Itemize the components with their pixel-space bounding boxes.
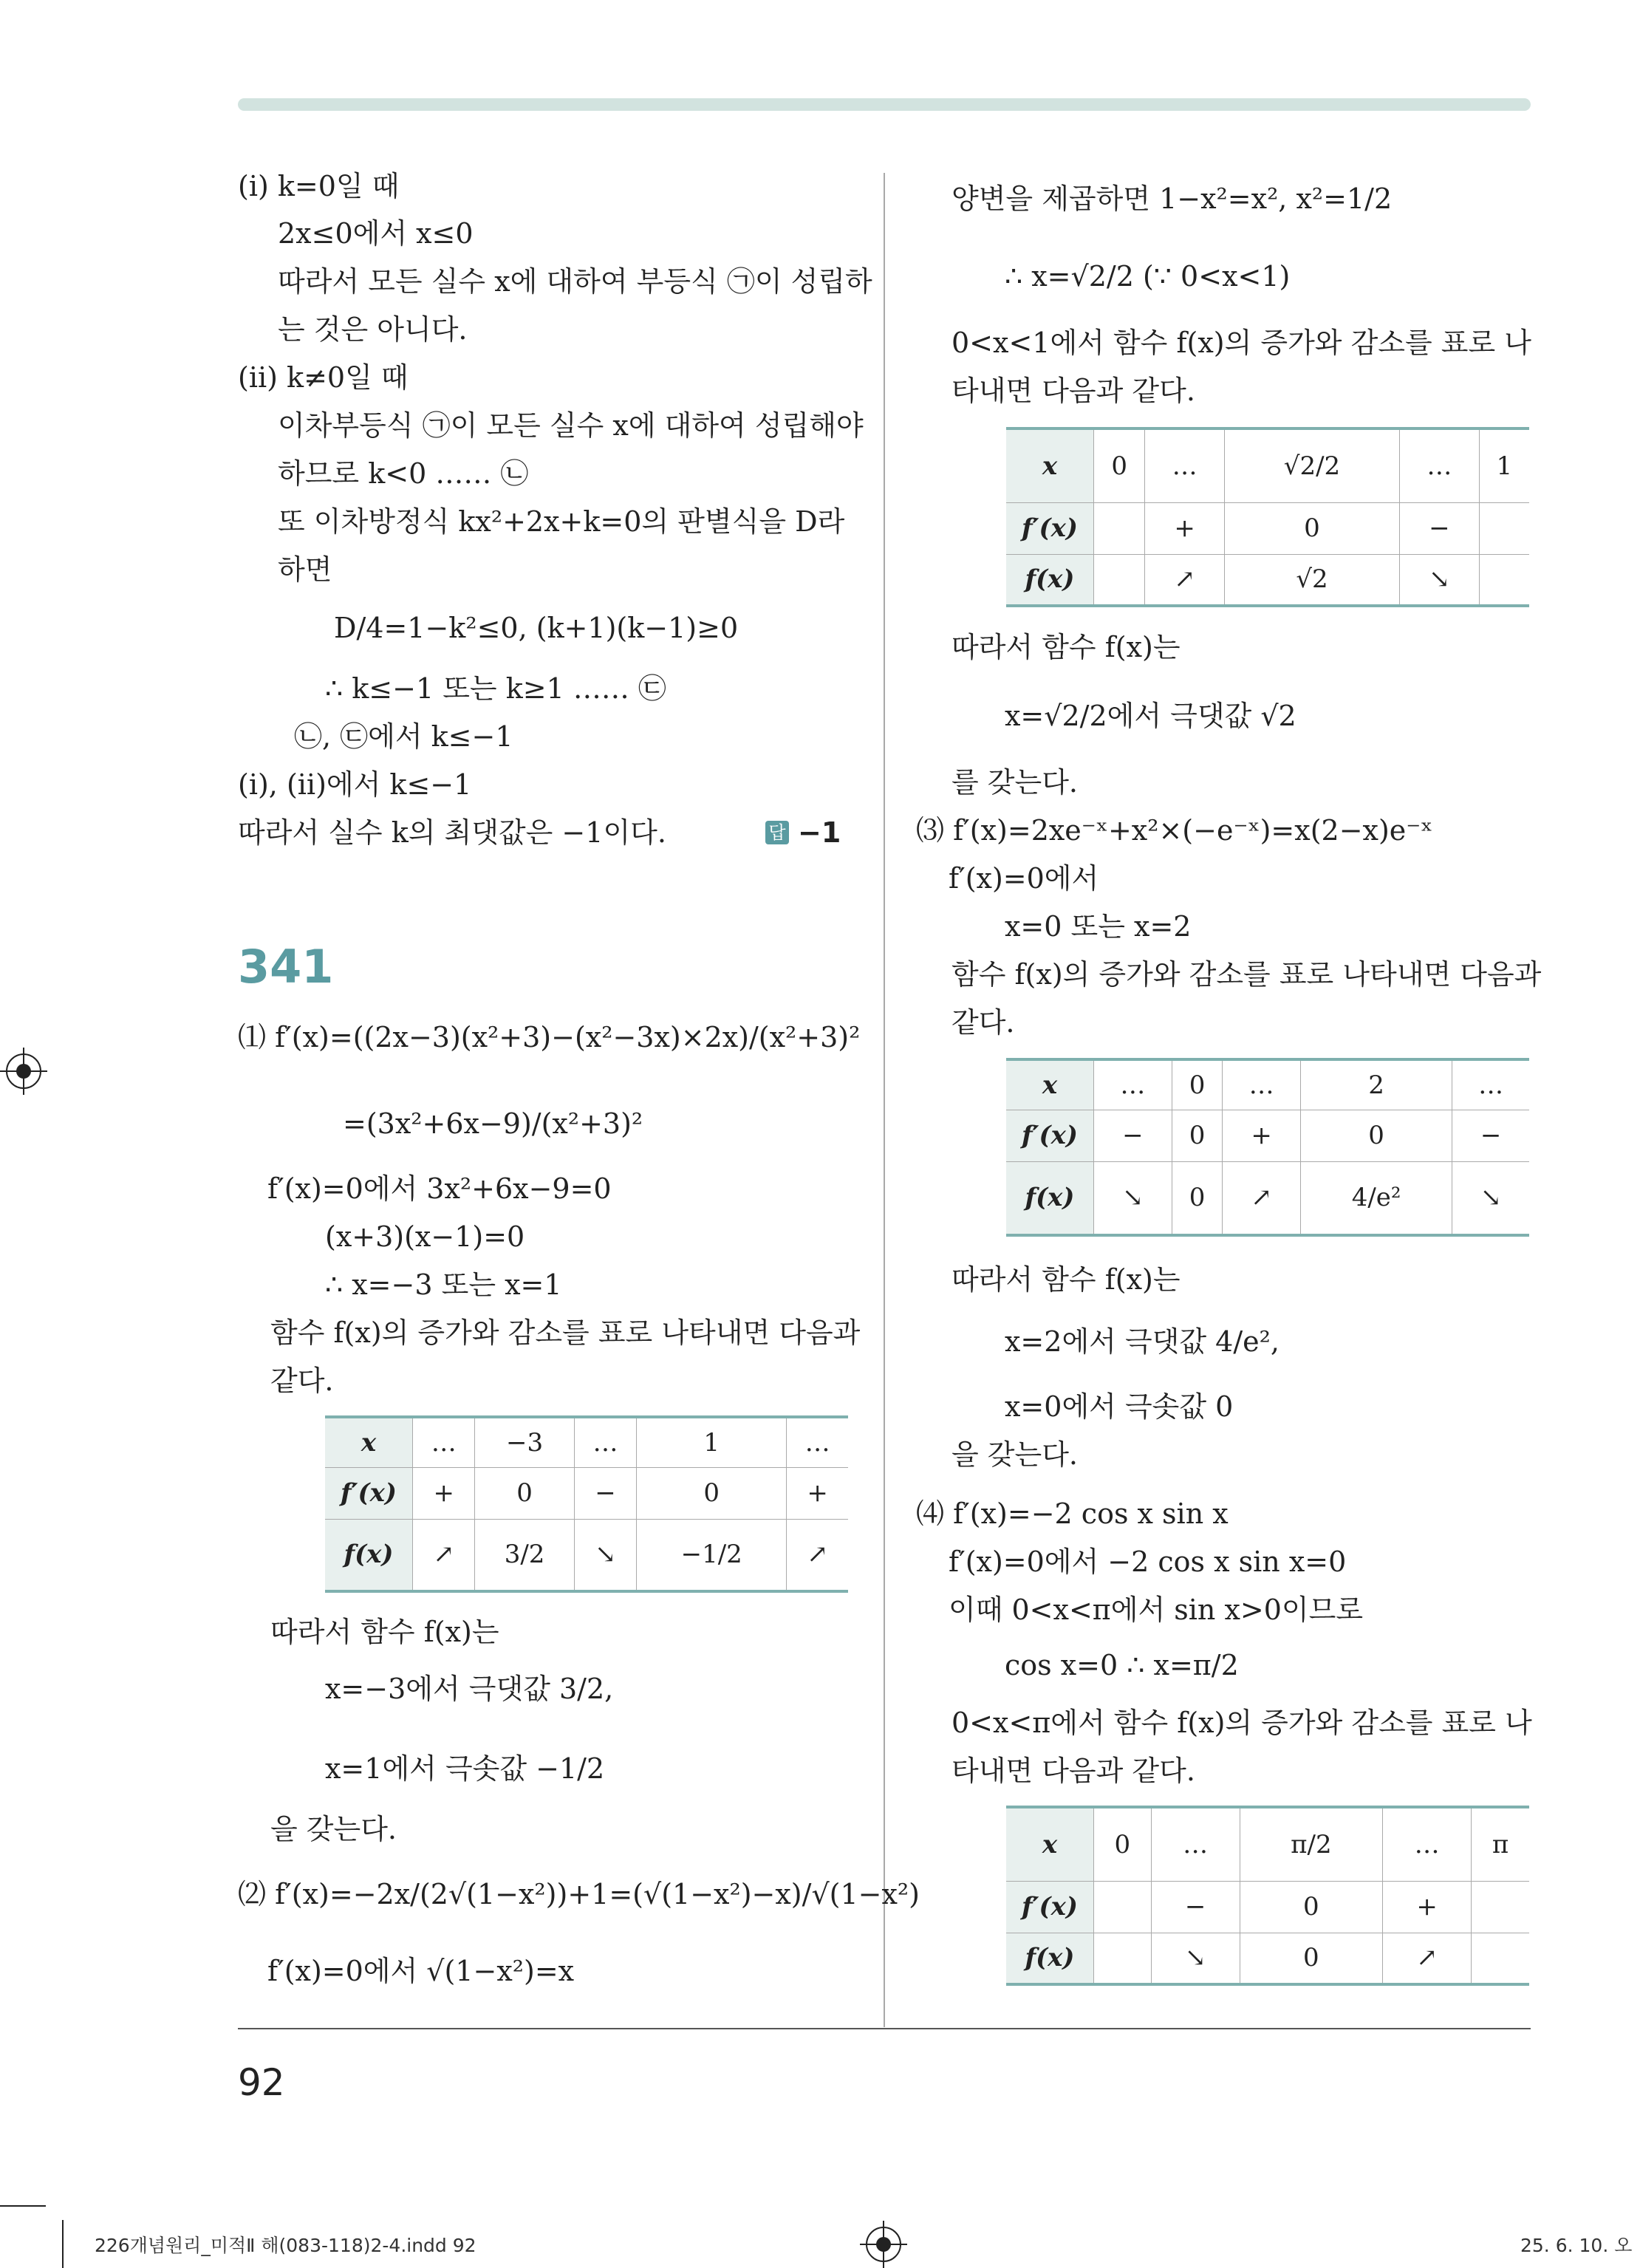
text-line: 따라서 함수 f(x)는 [270, 1616, 499, 1648]
text-line: x=0에서 극솟값 0 [1005, 1390, 1234, 1423]
text-line: (ⅰ), (ⅱ)에서 k≤−1 [238, 768, 472, 801]
table-cell: f(x) [325, 1519, 413, 1591]
text-line: ⑴ f′(x)=((2x−3)(x²+3)−(x²−3x)×2x)/(x²+3)² [238, 1021, 861, 1053]
table-cell: −1/2 [637, 1519, 787, 1591]
text-line: 을 갖는다. [270, 1813, 397, 1845]
slug-file: 226개념원리_미적Ⅱ 해(083-118)2-4.indd 92 [95, 2235, 476, 2256]
table-cell: ↗ [413, 1519, 475, 1591]
table-cell: − [1094, 1110, 1172, 1161]
text-line: 따라서 모든 실수 x에 대하여 부등식 ㉠이 성립하 [278, 265, 872, 298]
text-line: 0<x<1에서 함수 f(x)의 증가와 감소를 표로 나 [951, 327, 1531, 359]
table-cell: … [1223, 1059, 1301, 1110]
text-line: 하므로 k<0 …… ㉡ [278, 457, 529, 490]
variation-table-3 [1006, 1058, 1529, 1237]
table-cell: ↗ [1383, 1933, 1472, 1984]
table-cell: 4/e² [1301, 1161, 1452, 1235]
table-cell: f′(x) [1006, 1110, 1094, 1161]
table-cell: … [574, 1417, 636, 1467]
table-cell [1094, 1881, 1152, 1933]
text-line: 같다. [951, 1006, 1015, 1039]
table-cell: 0 [1094, 428, 1145, 502]
table-cell: 0 [475, 1467, 574, 1519]
slug-date: 25. 6. 10. 오 [1520, 2235, 1633, 2256]
text-line: f′(x)=0에서 −2 cos x sin x=0 [949, 1545, 1347, 1578]
table-cell: − [574, 1467, 636, 1519]
table-cell: √2 [1224, 554, 1399, 606]
text-line: 따라서 함수 f(x)는 [951, 631, 1181, 663]
text-line: 양변을 제곱하면 1−x²=x², x²=1/2 [951, 182, 1393, 215]
table-cell: x [1006, 428, 1094, 502]
text-line: x=2에서 극댓값 4/e², [1005, 1325, 1279, 1358]
table-cell [1479, 554, 1529, 606]
table-cell: f(x) [1006, 1161, 1094, 1235]
text-line: 또 이차방정식 kx²+2x+k=0의 판별식을 D라 [278, 505, 845, 538]
text-line: =(3x²+6x−9)/(x²+3)² [343, 1107, 643, 1140]
text-line: 함수 f(x)의 증가와 감소를 표로 나타내면 다음과 [270, 1316, 861, 1349]
text-line: (x+3)(x−1)=0 [325, 1220, 525, 1253]
table-cell: 0 [1172, 1161, 1222, 1235]
table-cell: … [1383, 1807, 1472, 1881]
table-cell: x [1006, 1807, 1094, 1881]
text-line: ⑶ f′(x)=2xe⁻ˣ+x²×(−e⁻ˣ)=x(2−x)e⁻ˣ [916, 814, 1433, 847]
variation-table-4 [1006, 1806, 1529, 1986]
table-cell: ↗ [1145, 554, 1224, 606]
table-cell: … [1400, 428, 1479, 502]
table-cell: 0 [1240, 1881, 1383, 1933]
table-cell: … [787, 1417, 848, 1467]
table-cell: ↘ [1151, 1933, 1240, 1984]
table-cell: 3/2 [475, 1519, 574, 1591]
table-cell: ↘ [1094, 1161, 1172, 1235]
table-cell: 0 [1224, 502, 1399, 554]
text-line: ⑵ f′(x)=−2x/(2√(1−x²))+1=(√(1−x²)−x)/√(1−x²) [238, 1878, 920, 1910]
variation-table-1 [325, 1415, 848, 1593]
table-cell [1472, 1933, 1529, 1984]
text-line: 타내면 다음과 같다. [951, 1755, 1195, 1787]
footer-rule [238, 2028, 1531, 2029]
problem-number: 341 [238, 940, 334, 994]
answer [765, 816, 841, 849]
text-line: 따라서 함수 f(x)는 [951, 1263, 1181, 1296]
text-line: 을 갖는다. [951, 1438, 1078, 1471]
text-line: ⑷ f′(x)=−2 cos x sin x [916, 1497, 1229, 1530]
table-cell: x [325, 1417, 413, 1467]
table-cell: … [1145, 428, 1224, 502]
text-line: 함수 f(x)의 증가와 감소를 표로 나타내면 다음과 [951, 958, 1542, 991]
text-line: x=0 또는 x=2 [1005, 910, 1192, 943]
text-line: cos x=0 ∴ x=π/2 [1005, 1649, 1239, 1681]
text-line: (ⅰ) k=0일 때 [238, 170, 400, 202]
table-cell [1479, 502, 1529, 554]
text-line: x=1에서 극솟값 −1/2 [325, 1752, 605, 1785]
text-line: 이차부등식 ㉠이 모든 실수 x에 대하여 성립해야 [278, 409, 864, 442]
table-cell: ↘ [574, 1519, 636, 1591]
text-line: 를 갖는다. [951, 766, 1078, 799]
table-cell: − [1400, 502, 1479, 554]
text-line: ∴ k≤−1 또는 k≥1 …… ㉢ [325, 672, 666, 705]
text-line: 같다. [270, 1364, 334, 1397]
table-cell: x [1006, 1059, 1094, 1110]
table-cell: + [1145, 502, 1224, 554]
table-cell: π/2 [1240, 1807, 1383, 1881]
variation-table-2 [1006, 427, 1529, 607]
table-cell: 2 [1301, 1059, 1452, 1110]
crop-mark [62, 2220, 64, 2268]
text-line: (ⅱ) k≠0일 때 [238, 361, 409, 394]
text-line: ㉡, ㉢에서 k≤−1 [294, 720, 513, 753]
text-line: D/4=1−k²≤0, (k+1)(k−1)≥0 [334, 612, 739, 644]
text-line: x=−3에서 극댓값 3/2, [325, 1673, 614, 1705]
table-cell: + [413, 1467, 475, 1519]
table-cell: π [1472, 1807, 1529, 1881]
table-cell: 0 [1301, 1110, 1452, 1161]
table-cell [1472, 1881, 1529, 1933]
text-line: 이때 0<x<π에서 sin x>0이므로 [949, 1594, 1364, 1626]
table-cell: … [413, 1417, 475, 1467]
table-cell: 1 [1479, 428, 1529, 502]
text-line: 따라서 실수 k의 최댓값은 −1이다. [238, 816, 666, 849]
table-cell: + [1223, 1110, 1301, 1161]
column-divider [884, 173, 885, 2027]
table-cell: ↘ [1452, 1161, 1529, 1235]
registration-mark-icon [6, 1053, 41, 1089]
text-line: ∴ x=−3 또는 x=1 [325, 1268, 562, 1301]
header-bar [238, 98, 1531, 111]
table-cell: + [1383, 1881, 1472, 1933]
text-line: x=√2/2에서 극댓값 √2 [1005, 700, 1296, 732]
table-cell: 0 [1240, 1933, 1383, 1984]
text-line: 2x≤0에서 x≤0 [278, 217, 474, 250]
table-cell: 0 [637, 1467, 787, 1519]
table-cell: … [1452, 1059, 1529, 1110]
table-cell: 0 [1172, 1110, 1222, 1161]
table-cell: ↗ [1223, 1161, 1301, 1235]
table-cell: 1 [637, 1417, 787, 1467]
text-line: 하면 [278, 553, 332, 586]
text-line: ∴ x=√2/2 (∵ 0<x<1) [1005, 260, 1291, 293]
text-line: 는 것은 아니다. [278, 313, 468, 346]
table-cell [1094, 554, 1145, 606]
table-cell: f′(x) [325, 1467, 413, 1519]
table-cell: f′(x) [1006, 502, 1094, 554]
page-number: 92 [238, 2061, 285, 2104]
table-cell: f′(x) [1006, 1881, 1094, 1933]
text-line: f′(x)=0에서 3x²+6x−9=0 [267, 1172, 612, 1205]
answer-badge: 답 [765, 821, 789, 844]
table-cell: 0 [1094, 1807, 1152, 1881]
table-cell: √2/2 [1224, 428, 1399, 502]
table-cell: − [1151, 1881, 1240, 1933]
table-cell: … [1094, 1059, 1172, 1110]
text-line: f′(x)=0에서 √(1−x²)=x [267, 1955, 575, 1987]
table-cell [1094, 1933, 1152, 1984]
text-line: f′(x)=0에서 [949, 862, 1099, 895]
table-cell: … [1151, 1807, 1240, 1881]
table-cell [1094, 502, 1145, 554]
table-cell: −3 [475, 1417, 574, 1467]
table-cell: f(x) [1006, 554, 1094, 606]
answer-value: −1 [798, 816, 841, 849]
registration-mark-icon [866, 2227, 901, 2262]
text-line: 0<x<π에서 함수 f(x)의 증가와 감소를 표로 나 [951, 1707, 1532, 1739]
text-line: 타내면 다음과 같다. [951, 375, 1195, 407]
table-cell: − [1452, 1110, 1529, 1161]
table-cell: + [787, 1467, 848, 1519]
crop-mark [0, 2205, 46, 2207]
table-cell: 0 [1172, 1059, 1222, 1110]
table-cell: ↘ [1400, 554, 1479, 606]
table-cell: ↗ [787, 1519, 848, 1591]
table-cell: f(x) [1006, 1933, 1094, 1984]
